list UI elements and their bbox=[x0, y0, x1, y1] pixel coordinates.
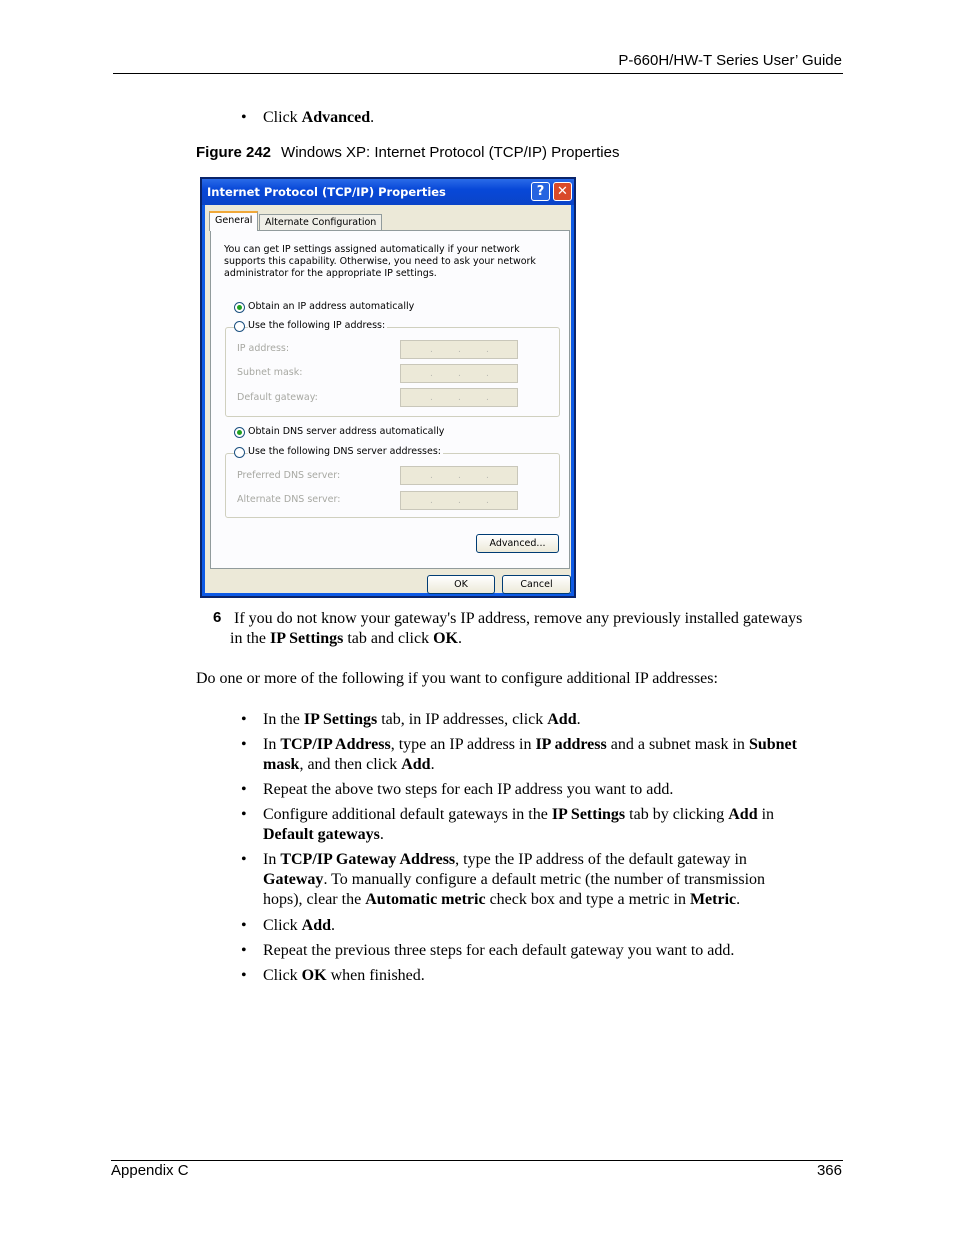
ok-button[interactable]: OK bbox=[427, 575, 495, 594]
figure-label: Figure 242 bbox=[196, 144, 272, 161]
tcpip-properties-dialog bbox=[200, 177, 576, 598]
general-tab-page bbox=[210, 230, 570, 569]
figure-caption bbox=[196, 144, 619, 161]
alternate-dns-label: Alternate DNS server: bbox=[237, 494, 341, 505]
advanced-button[interactable]: Advanced... bbox=[476, 534, 559, 553]
subnet-mask-label: Subnet mask: bbox=[237, 367, 303, 378]
footer-rule bbox=[111, 1160, 843, 1161]
close-icon[interactable]: ✕ bbox=[553, 182, 572, 201]
ip-manual-radio[interactable] bbox=[234, 321, 245, 332]
header-rule bbox=[113, 73, 843, 74]
dns-auto-label: Obtain DNS server address automatically bbox=[248, 426, 445, 437]
subnet-mask-field[interactable]: . . . bbox=[400, 364, 518, 383]
tab-alternate-configuration[interactable]: Alternate Configuration bbox=[259, 214, 382, 231]
dns-manual-label: Use the following DNS server addresses: bbox=[248, 446, 441, 457]
list-item: • Click OK when finished. bbox=[241, 967, 425, 984]
list-item: • Configure additional default gateways in the IP Settings tab by clicking Add in Default gateways. bbox=[241, 806, 775, 843]
cancel-button[interactable]: Cancel bbox=[502, 575, 571, 594]
list-item: • In TCP/IP Gateway Address, type the IP address of the default gateway in Gateway. To manually configure a default metric (the number of transmission hops), clear the Automatic metric check box and type a metric in Metric. bbox=[241, 851, 766, 908]
ip-address-field[interactable]: . . . bbox=[400, 340, 518, 359]
dns-manual-radio[interactable] bbox=[234, 447, 245, 458]
page-number: 366 bbox=[816, 1162, 842, 1179]
dialog-titlebar[interactable] bbox=[202, 179, 574, 205]
list-item: • In the IP Settings tab, in IP addresses, click Add. bbox=[241, 711, 581, 728]
list-item: • In TCP/IP Address, type an IP address in IP address and a subnet mask in Subnet mask, and then click Add. bbox=[241, 736, 797, 773]
ip-auto-label: Obtain an IP address automatically bbox=[248, 301, 415, 312]
dialog-description: You can get IP settings assigned automatically if your network supports this capability. Otherwise, you need to ask your network administrator for the appropriate IP settings. bbox=[224, 244, 536, 279]
list-item: • Repeat the previous three steps for each default gateway you want to add. bbox=[241, 942, 735, 959]
preferred-dns-label: Preferred DNS server: bbox=[237, 470, 341, 481]
ip-manual-label: Use the following IP address: bbox=[248, 320, 386, 331]
bullet-dot: • bbox=[241, 109, 247, 126]
step-number: 6 bbox=[213, 609, 222, 626]
dns-auto-radio[interactable] bbox=[234, 427, 245, 438]
footer-section: Appendix C bbox=[111, 1162, 189, 1179]
alternate-dns-field[interactable]: . . . bbox=[400, 491, 518, 510]
body-paragraph: Do one or more of the following if you want to configure additional IP addresses: bbox=[196, 670, 718, 687]
tab-general[interactable]: General bbox=[209, 211, 258, 231]
intro-bullet: • Click Advanced. bbox=[241, 109, 375, 126]
dialog-title: Internet Protocol (TCP/IP) Properties bbox=[207, 185, 446, 199]
list-item: • Repeat the above two steps for each IP address you want to add. bbox=[241, 781, 674, 798]
dialog-client bbox=[205, 205, 571, 593]
figure-title: Windows XP: Internet Protocol (TCP/IP) Properties bbox=[281, 144, 620, 161]
step6-line1: If you do not know your gateway's IP address, remove any previously installed gateways bbox=[234, 610, 803, 627]
ip-address-label: IP address: bbox=[237, 343, 290, 354]
running-header-title: P-660H/HW-T Series User’ Guide bbox=[618, 52, 842, 69]
preferred-dns-field[interactable]: . . . bbox=[400, 466, 518, 485]
ip-auto-radio[interactable] bbox=[234, 302, 245, 313]
list-item: • Click Add. bbox=[241, 917, 336, 934]
help-icon[interactable]: ? bbox=[531, 182, 550, 201]
default-gateway-label: Default gateway: bbox=[237, 392, 318, 403]
default-gateway-field[interactable]: . . . bbox=[400, 388, 518, 407]
step6-line2: in the IP Settings tab and click OK. bbox=[230, 630, 462, 647]
